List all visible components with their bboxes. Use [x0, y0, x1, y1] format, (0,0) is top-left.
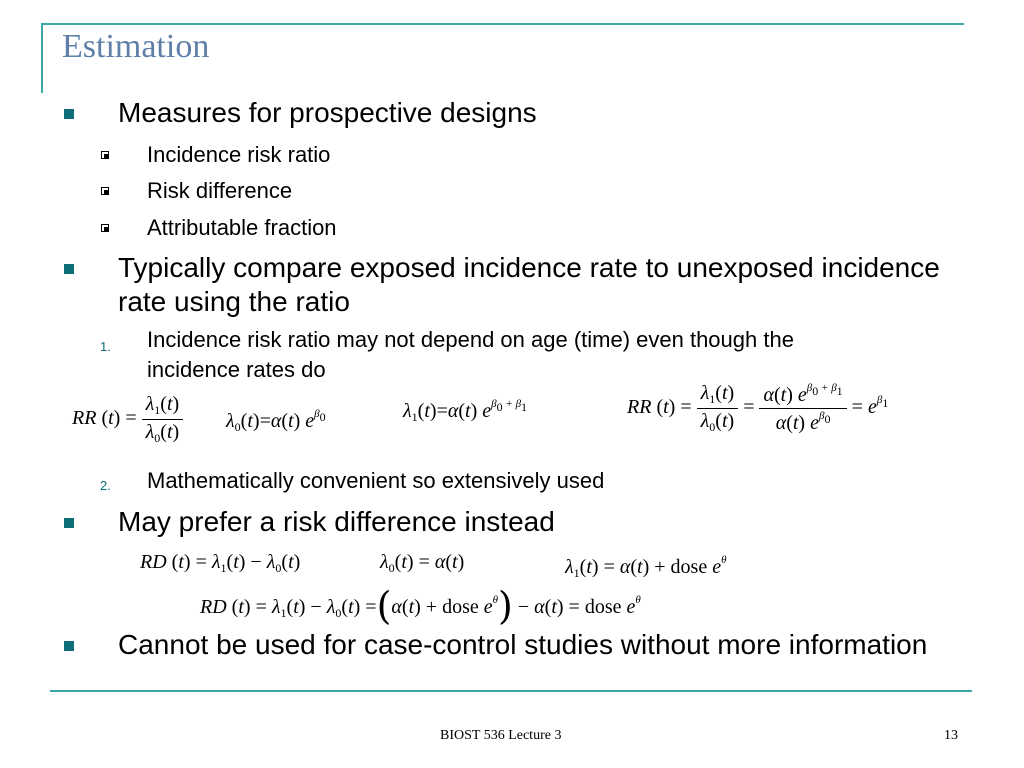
sub-bullet-attributable-fraction: Attributable fraction	[147, 215, 337, 240]
numbered-marker-1: 1.	[100, 339, 111, 354]
bullet-measures: Measures for prospective designs	[118, 97, 537, 128]
numbered-item-1-line1: Incidence risk ratio may not depend on age (time) even though the	[147, 327, 794, 352]
sub-bullet-icon	[101, 224, 109, 232]
bullet-square-icon	[64, 518, 74, 528]
numbered-marker-2: 2.	[100, 478, 111, 493]
slide-title: Estimation	[62, 28, 210, 65]
formula-rd-lambda0: $\lambda_0(t) = \alpha(t)$	[380, 551, 465, 575]
formula-lambda1: $\lambda_1(t)=\alpha(t)$ $e^{\beta 0 + \beta 1}$	[403, 398, 528, 424]
formula-rd-lambda1: $\lambda_1(t) = \alpha(t)$ + dose $e^\theta$	[565, 554, 727, 580]
formula-rr-result: RR (t) = $\frac{\lambda_1(t)}{\lambda_0(t)}$ = $\frac{\alpha(t) e^{\beta 0 + \beta 1}}{\alpha(t) e^{\beta 0}}$ = $e^{\beta 1}$	[627, 382, 889, 434]
sub-bullet-icon	[101, 187, 109, 195]
bullet-compare-line1: Typically compare exposed incidence rate to unexposed incidence	[118, 252, 940, 283]
frame-top-rule	[41, 23, 964, 25]
bullet-case-control: Cannot be used for case-control studies without more information	[118, 629, 928, 660]
sub-bullet-incidence-risk-ratio: Incidence risk ratio	[147, 142, 331, 167]
bullet-compare-line2: rate using the ratio	[118, 286, 350, 317]
bullet-risk-difference: May prefer a risk difference instead	[118, 506, 555, 537]
sub-bullet-icon	[101, 151, 109, 159]
frame-left-rule	[41, 23, 43, 93]
footer-rule	[50, 690, 972, 692]
formula-lambda0: $\lambda_0(t)=\alpha(t)$ $e^{\beta 0}$	[226, 408, 326, 434]
numbered-item-1-line2: incidence rates do	[147, 357, 326, 382]
bullet-square-icon	[64, 641, 74, 651]
numbered-item-2: Mathematically convenient so extensively used	[147, 468, 605, 493]
formula-rr-definition: RR (t) = $\frac{\lambda_1(t)}{\lambda_0(t)}$	[72, 393, 183, 446]
formula-rd-result: RD $(t) = \lambda_1(t) - \lambda_0(t) =(\alpha(t)$ + dose $e^\theta) - \alpha(t)$ = dose $e^\theta$	[200, 584, 641, 628]
bullet-square-icon	[64, 264, 74, 274]
sub-bullet-risk-difference: Risk difference	[147, 178, 293, 203]
footer-lecture: BIOST 536 Lecture 3	[440, 728, 562, 743]
page-number: 13	[944, 728, 958, 743]
formula-rd-definition: RD $(t) = \lambda_1(t) - \lambda_0(t)$	[140, 551, 301, 575]
bullet-square-icon	[64, 109, 74, 119]
